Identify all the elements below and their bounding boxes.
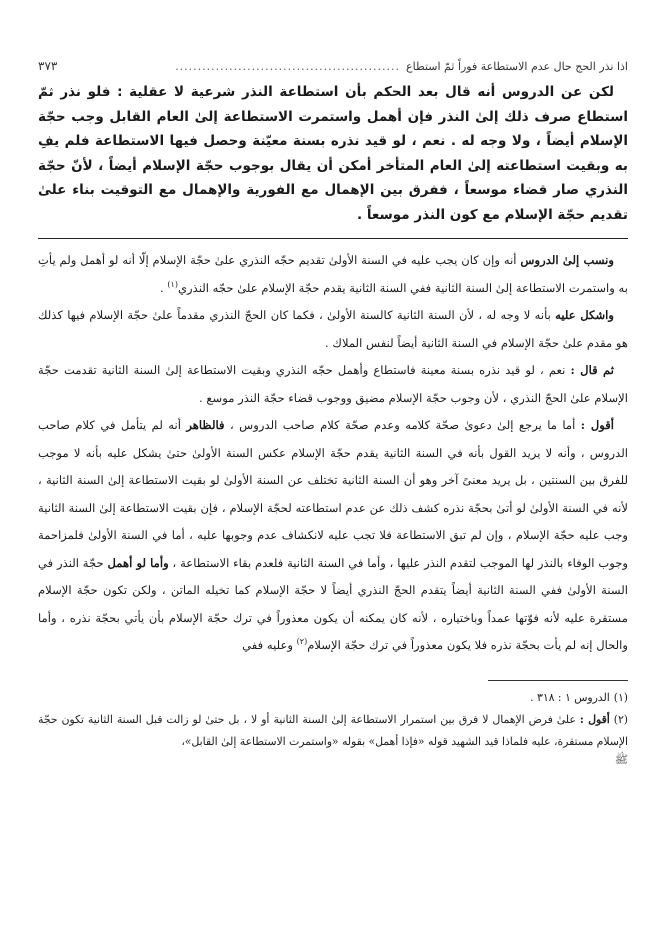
running-header xyxy=(38,58,628,74)
commentary-text-1: أنه وإن كان يجب عليه في السنة الأولىٰ تقديم حجّه النذري علىٰ حجّة الإسلام إلّا أنه لو أهمل ولم يأتِ به واستمرت الاستطاعة إلىٰ السنة الثانية ففي السنة الثانية يقدم حجّة الإسلام علىٰ حجّه النذري xyxy=(38,253,628,295)
main-text-block xyxy=(38,80,628,227)
page-number: ٣٧٣ xyxy=(38,59,58,73)
commentary-paragraph-2 xyxy=(38,302,628,357)
running-header-title: اذا نذر الحج حال عدم الاستطاعة فوراً ثمّ استطاع xyxy=(406,60,628,73)
commentary-text-3: نعم ، لو قيد نذره بسنة معينة فاستطاع وأهمل حجّه النذري وبقيت الاستطاعة إلىٰ السنة الثانية تقدمت حجّة الإسلام علىٰ الحجّ النذري ، لأن وجوب حجّة الإسلام مضيق ووجوب قضاء حجّة النذر موسع . xyxy=(38,363,628,405)
leader-dots: .................................................. xyxy=(175,60,401,73)
commentary-paragraph-3 xyxy=(38,357,628,412)
commentary-lead-2: واشكل عليه xyxy=(555,308,614,322)
main-text-divider xyxy=(38,238,628,239)
commentary-text-4b: أنه لم يتأمل في كلام صاحب الدروس ، وأنه لا يريد القول بأنه في السنة الثانية يقدم حجّة الإسلام عكس السنة الأولىٰ حتىٰ يشكل عليه بأنه لا موجب للفرق بين السنتين ، بل يريد معنىً آخر وهو أن السنة الثانية تختلف عن السنة الأولىٰ لو بقيت الاستطاعة إلىٰ السنة الثانية ، لأنه في السنة الأولىٰ لو أتىٰ بحجّة نذره كشف ذلك عن عدم استطاعته لحجّة الإسلام ، فإن بقيت الاستطاعة إلىٰ السنة الثانية وجب عليه حجّة الإسلام ، وإن لم تبق الاستطاعة فلا تجب عليه لانكشاف عدم وجوبها عليه ، أما في السنة الأولىٰ فلمزاحمة وجوب الوفاء بالنذر لها الموجب لتقدم النذر عليها ، وأما في السنة الثانية فلعدم بقاء الاستطاعة ، xyxy=(38,418,628,570)
main-text-paragraph: لكن عن الدروس أنه قال بعد الحكم بأن استطاعة النذر شرعية لا عقلية : فلو نذر ثمّ استطاع صرف ذلك إلىٰ النذر فإن أهمل واستمرت الاستطاعة إلىٰ العام القابل وجب حجّة الإسلام أيضاً ، ولا وجه له . نعم ، لو قيد نذره بسنة معيّنة وحصل فيها الاستطاعة فلم يفِ به وبقيت استطاعته إلىٰ العام المتأخر أمكن أن يقال بوجوب حجّة الإسلام أيضاً ، لأنّ حجّة النذري صار قضاء موسعاً ، ففرق بين الإهمال مع الفورية والإهمال مع التوقيت بناء علىٰ تقديم حجّة الإسلام مع كون النذر موسعاً . xyxy=(38,84,628,223)
commentary-bold-4b: وأما لو أهمل xyxy=(107,555,169,570)
commentary-text-4a: أما ما يرجع إلىٰ دعوىٰ صحّة كلامه وعدم صحّة كلام صاحب الدروس ، xyxy=(224,418,581,432)
footnote-lead-2: أقول : xyxy=(579,712,610,726)
footnote-divider xyxy=(488,680,628,681)
commentary-text-4c: حجّة النذر في السنة الأولىٰ ففي السنة الثانية أيضاً يتقدم الحجّ النذري أيضاً لا حجّة الإسلام كما تخيله الماتن ، ولكن تكون حجّة الإسلام مستقرة عليه لأنه فوّتها عمداً وباختياره ، لأنه كان يمكنه أن يكون معذوراً في ترك حجّة الإسلام بأن يأتي بحجّة نذره ، وأما والحال إنه لم يأت بحجّة نذره فلا يكون معذوراً في ترك حجّة الإسلام xyxy=(38,555,628,652)
continuation-mark: ﷺ xyxy=(614,752,628,766)
footnote-1 xyxy=(38,687,628,709)
commentary-bold-4a: فالظاهر xyxy=(186,418,225,432)
commentary-lead-1: ونسب إلىٰ الدروس xyxy=(520,253,615,267)
commentary-text-2: بأنه لا وجه له ، لأن السنة الثانية كالسنة الأولىٰ ، فكما كان الحجّ النذري مقدماً علىٰ حجّة الإسلام فيها كذلك هو مقدم علىٰ حجّة الإسلام في السنة الثانية أيضاً لنفس الملاك . xyxy=(38,308,628,350)
footnotes-block xyxy=(38,687,628,767)
footnote-2 xyxy=(38,709,628,753)
footnote-number-1: (١) xyxy=(613,690,628,704)
commentary-text-4-end: وعليه ففي xyxy=(242,638,297,652)
commentary-lead-3: ثم قال : xyxy=(570,363,615,377)
commentary-block xyxy=(38,247,628,660)
footnote-text-1: الدروس ١ : ٣١٨ . xyxy=(530,690,610,704)
footnote-number-2: (٢) xyxy=(613,712,629,726)
commentary-text-1-end: . xyxy=(160,280,168,295)
footnote-ref-2: (٢) xyxy=(296,637,308,647)
footnote-text-2: علىٰ فرض الإهمال لا فرق بين استمرار الاستطاعة إلىٰ السنة الثانية أو لا ، بل حتىٰ لو زالت قبل السنة الثانية تكون حجّة الإسلام مستقرة، عليه فلماذا قيد الشهيد قوله «فإذا أهمل» بقوله «واستمرت الاستطاعة إلىٰ القابل»، xyxy=(38,712,628,748)
commentary-paragraph-4 xyxy=(38,412,628,660)
footnote-ref-1: (١) xyxy=(167,279,178,289)
book-page xyxy=(38,58,628,767)
commentary-lead-4: أقول : xyxy=(580,418,615,432)
commentary-paragraph-1 xyxy=(38,247,628,302)
